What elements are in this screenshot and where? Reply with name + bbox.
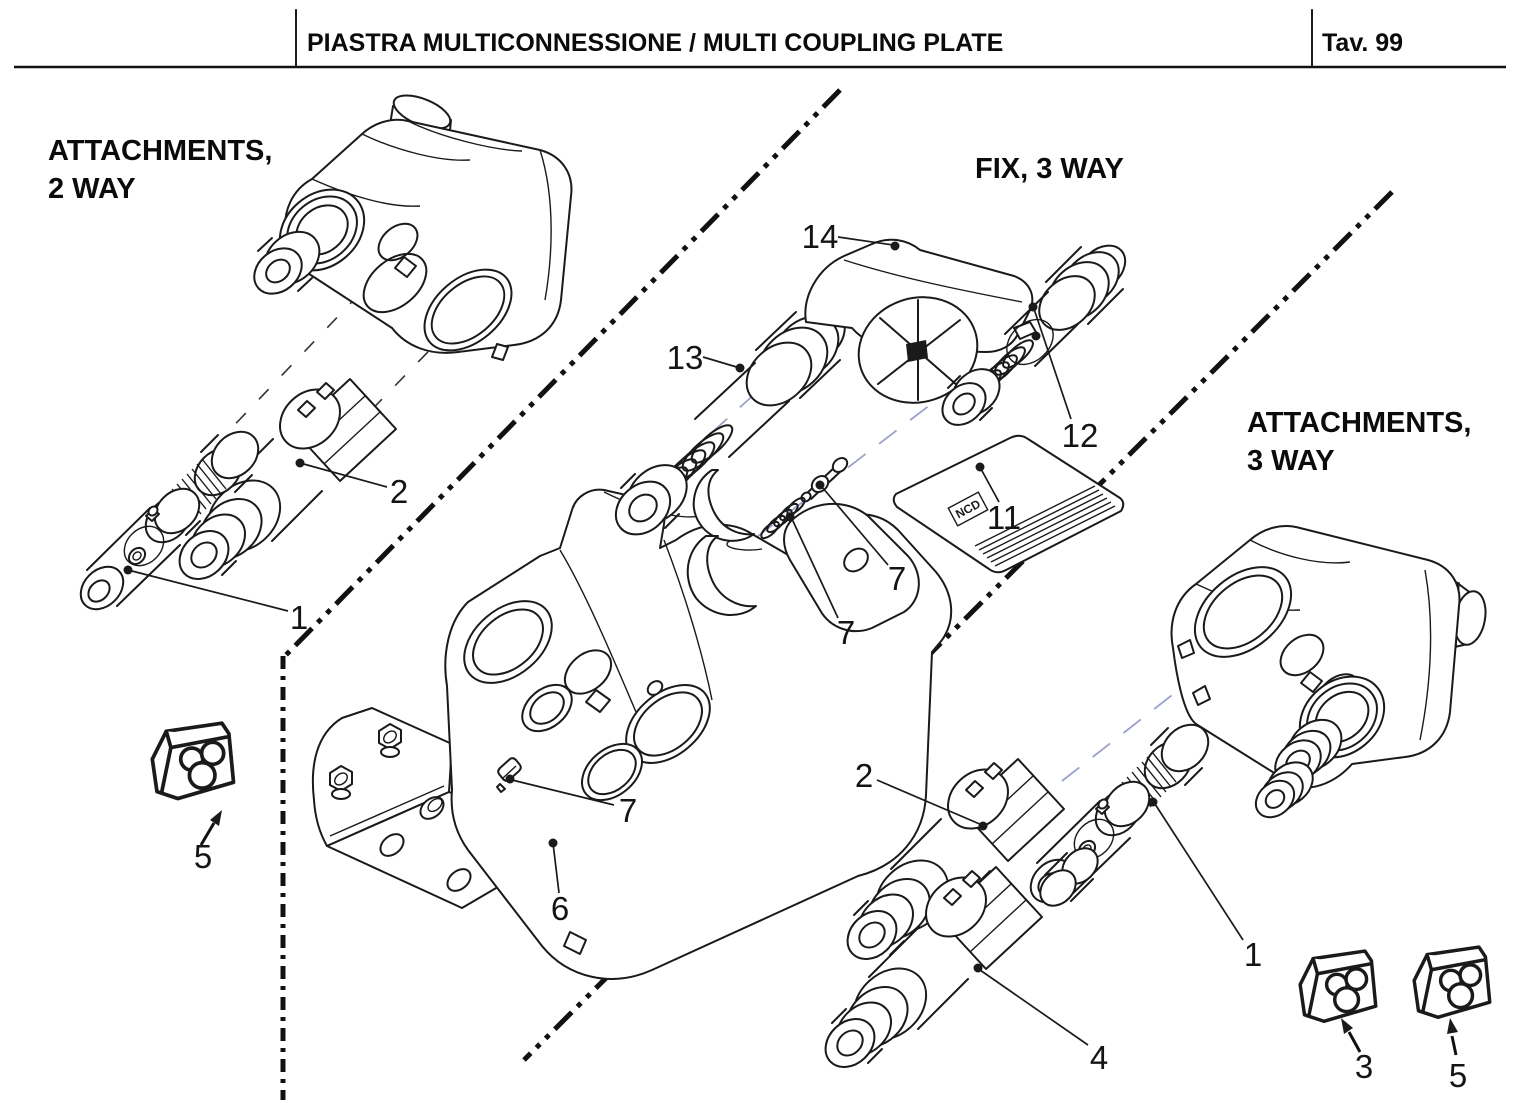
callout-fix-part12: 12 [1061, 417, 1099, 454]
section-label-2way-line2: 2 WAY [48, 173, 136, 205]
callout-3way-part4: 4 [1089, 1039, 1109, 1076]
section-label-fix3way: FIX, 3 WAY [975, 153, 1124, 185]
callout-3way-part2: 2 [854, 757, 874, 794]
callout-2way-part6: 6 [550, 890, 570, 927]
section-label-3way-line1: ATTACHMENTS, [1247, 407, 1472, 439]
callout-fix-part7-pin: 7 [887, 560, 907, 597]
svg-text:NCD: NCD [953, 496, 983, 522]
callout-3way-part3: 3 [1354, 1048, 1374, 1085]
part-cover-5-right [1414, 947, 1490, 1017]
callout-3way-part1: 1 [1243, 936, 1263, 973]
part-cover-5-left [152, 723, 233, 798]
part-cover-3 [1300, 951, 1376, 1021]
callout-fix-part11: 11 [986, 499, 1022, 536]
callout-fix-part14: 14 [801, 218, 839, 255]
page-title: PIASTRA MULTICONNESSIONE / MULTI COUPLING PLATE [307, 29, 1004, 57]
plate-number: Tav. 99 [1322, 29, 1404, 57]
callout-3way-part5: 5 [1448, 1057, 1468, 1094]
bracket-bolt [379, 724, 401, 757]
callout-fix-part13: 13 [666, 339, 704, 376]
callout-2way-part1: 1 [289, 599, 309, 636]
callout-2way-part5: 5 [193, 838, 213, 875]
section-label-2way-line1: ATTACHMENTS, [48, 135, 273, 167]
callout-2way-part2: 2 [389, 473, 409, 510]
callout-fix-part7-spring: 7 [836, 614, 856, 651]
section-label-3way-line2: 3 WAY [1247, 445, 1335, 477]
bracket-bolt [330, 766, 352, 799]
callout-fix-part7-lock: 7 [618, 792, 638, 829]
